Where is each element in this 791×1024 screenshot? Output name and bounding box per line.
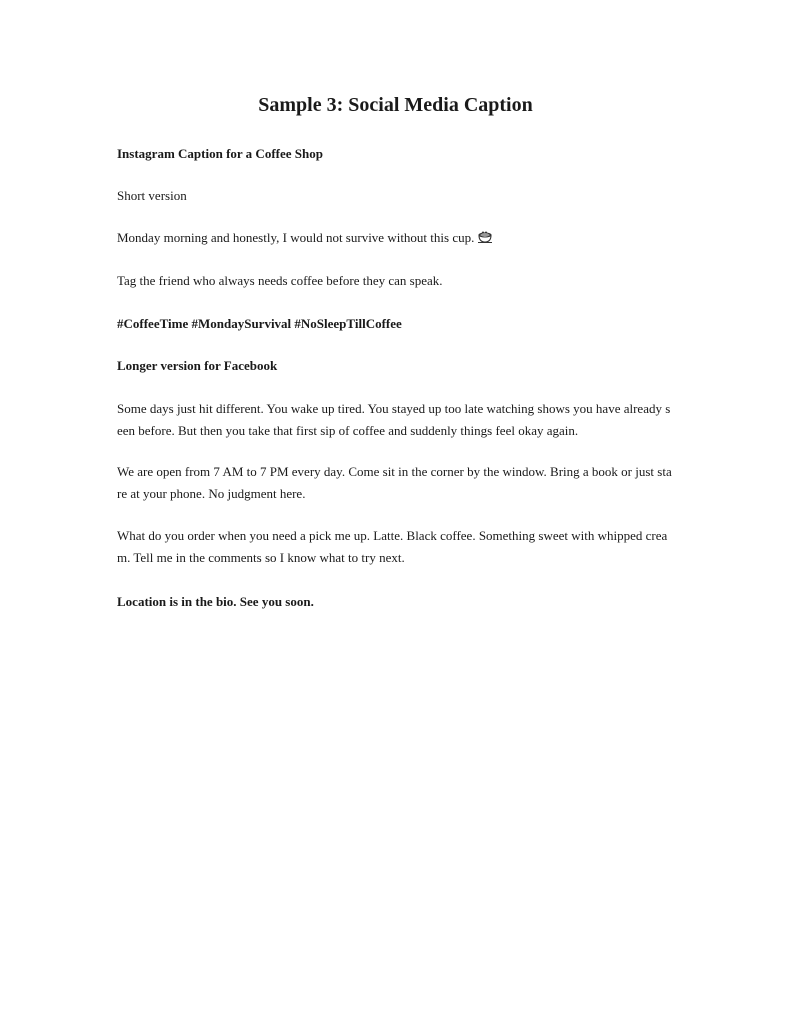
- closing-line: Location is in the bio. See you soon.: [117, 594, 314, 609]
- long-version-heading: Longer version for Facebook: [117, 358, 278, 373]
- paragraph-2-line-2: re at your phone. No judgment here.: [117, 486, 306, 501]
- paragraph-3-line-2: m. Tell me in the comments so I know what to try next.: [117, 550, 405, 565]
- tag-friend-line: Tag the friend who always needs coffee before they can speak.: [117, 273, 443, 288]
- short-version-label: Short version: [117, 188, 187, 203]
- hashtags: #CoffeeTime #MondaySurvival #NoSleepTillCoffee: [117, 316, 402, 331]
- short-caption-line: [117, 227, 677, 251]
- paragraph-3-line-1: What do you order when you need a pick me up. Latte. Black coffee. Something sweet with whipped crea: [117, 528, 668, 543]
- paragraph-1-line-2: een before. But then you take that first sip of coffee and suddenly things feel okay again.: [117, 423, 579, 438]
- section-heading: Instagram Caption for a Coffee Shop: [117, 146, 323, 161]
- paragraph-1-line-1: Some days just hit different. You wake up tired. You stayed up too late watching shows you have already s: [117, 401, 671, 416]
- paragraph-1: [117, 398, 677, 442]
- paragraph-2: [117, 461, 677, 505]
- short-caption-text: Monday morning and honestly, I would not survive without this cup.: [117, 230, 475, 245]
- paragraph-2-line-1: We are open from 7 AM to 7 PM every day. Come sit in the corner by the window. Bring a book or just sta: [117, 464, 672, 479]
- page-title: Sample 3: Social Media Caption: [258, 94, 533, 116]
- paragraph-3: [117, 525, 677, 569]
- coffee-cup-icon: [477, 229, 493, 251]
